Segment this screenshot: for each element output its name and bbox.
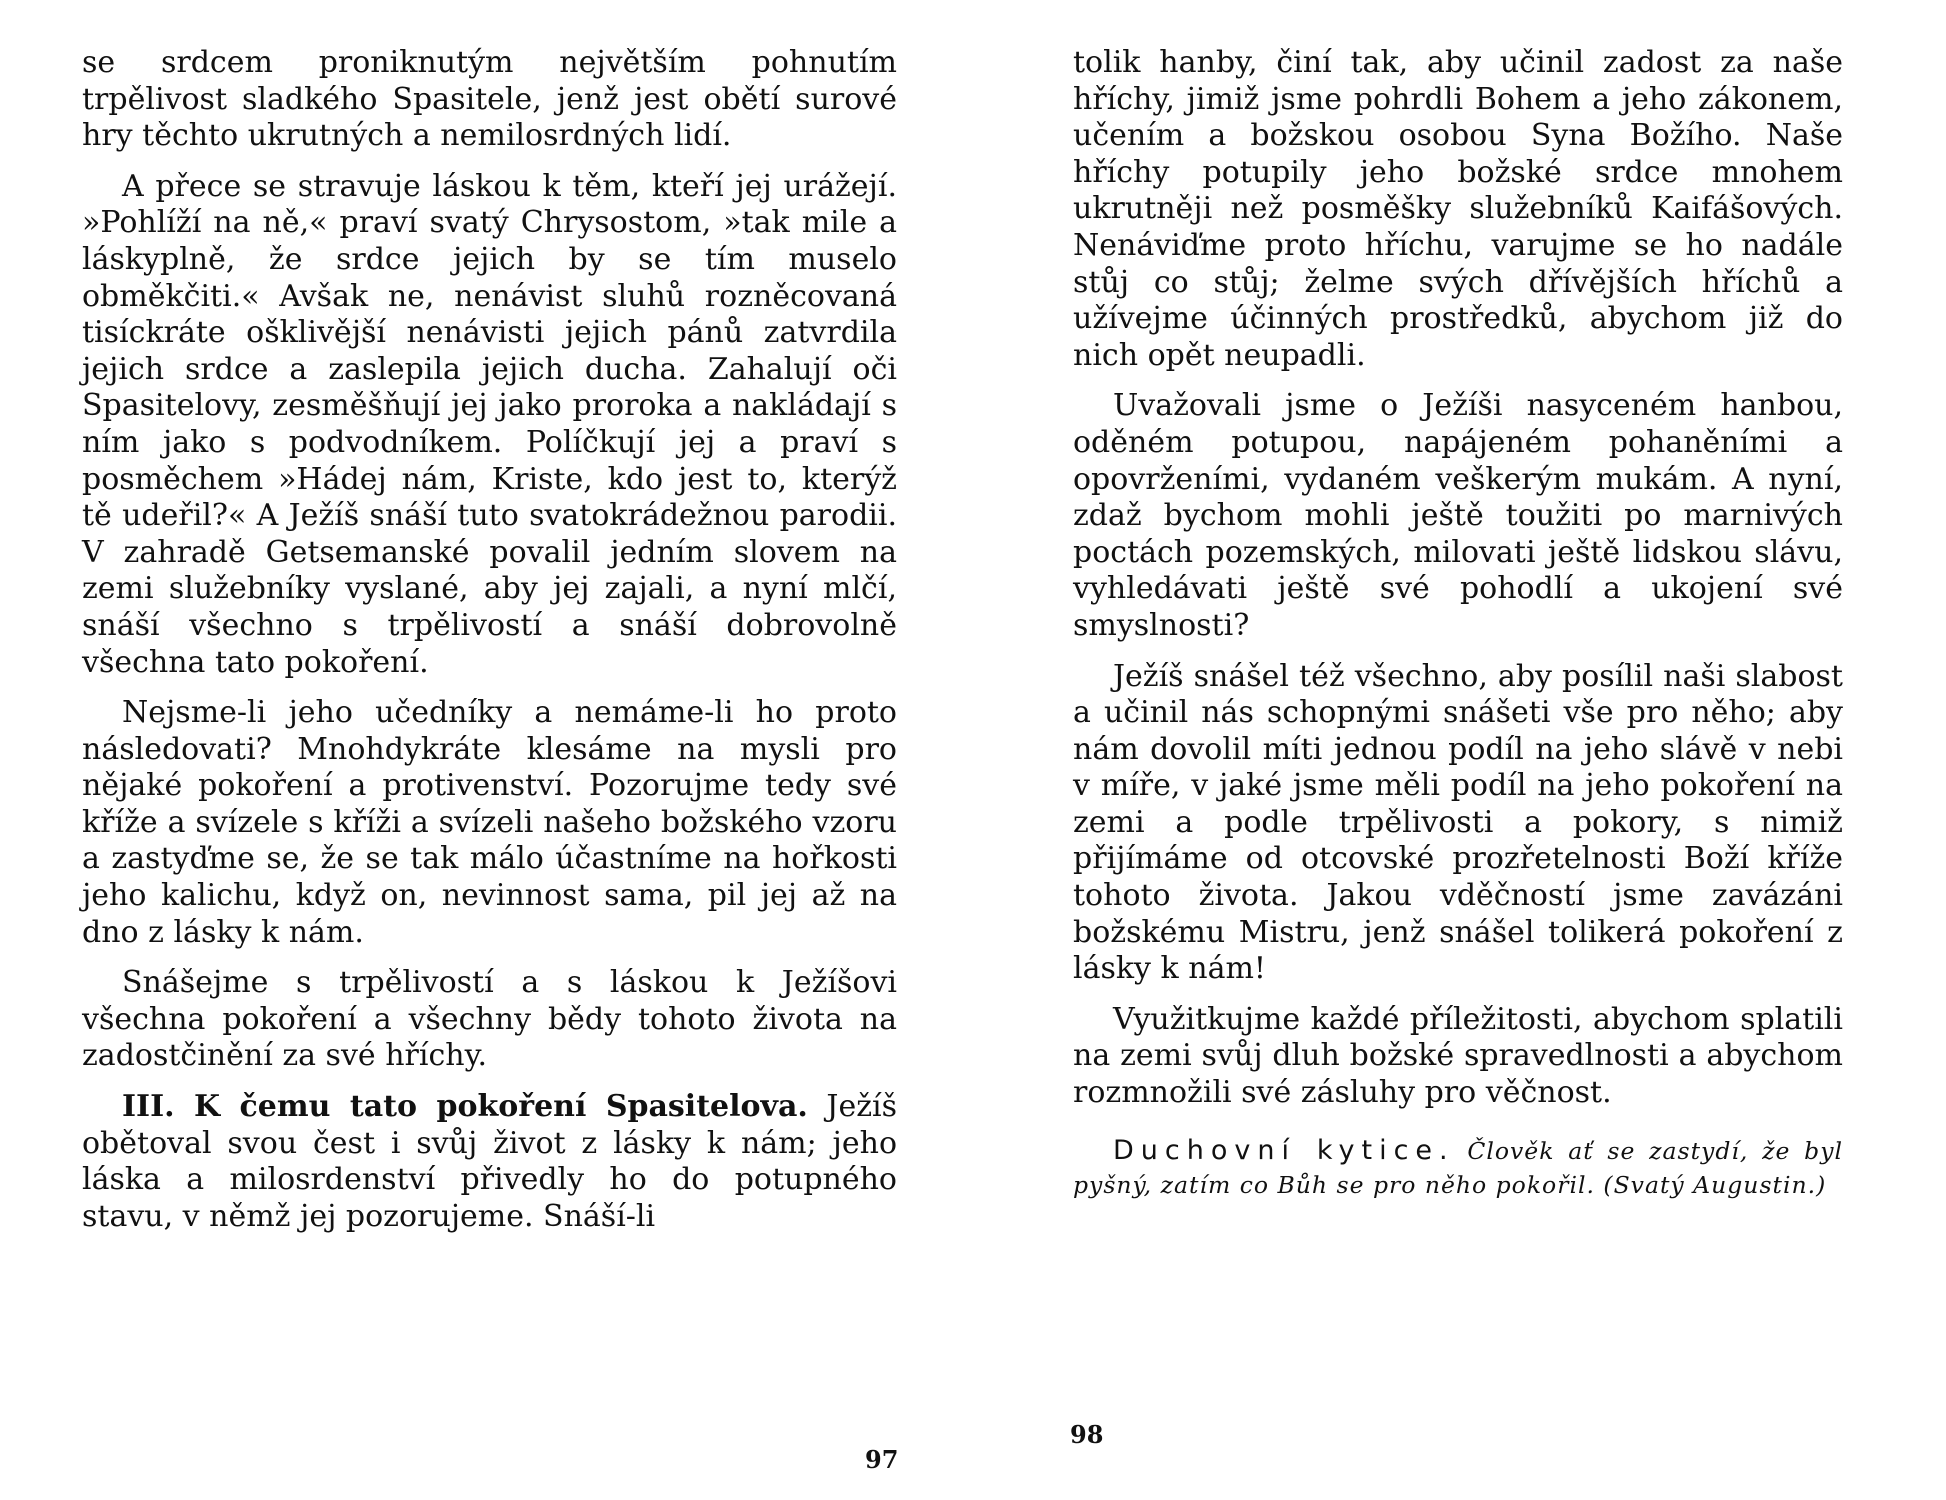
page-number: 98: [1070, 1420, 1104, 1449]
paragraph: Využitkujme každé příležitosti, abychom splatili na zemi svůj dluh božské spravedlnosti a abychom rozmnožili své zásluhy pro věčnost.: [1073, 1001, 1843, 1111]
paragraph-continuation: se srdcem proniknutým největším pohnutím trpělivost sladkého Spasitele, jenž jest obětí surové hry těchto ukrutných a nemilosrdných lidí.: [82, 45, 897, 154]
paragraph-continuation: tolik hanby, činí tak, aby učinil zadost za naše hříchy, jimiž jsme pohrdli Bohem a jeho zákonem, učením a božskou osobou Syna Božího. Naše hříchy potupily jeho božské srdce mnohem ukrutněji než posměšky služebníků Kaifášových. Nenáviďme proto hříchu, varujme se ho nadále stůj co stůj; želme svých dřívějších hříchů a užívejme účinných prostředků, abychom již do nich opět neupadli.: [1073, 45, 1843, 373]
section-text: Ježíš obětoval svou čest i svůj život z lásky k nám; jeho láska a milosrdenství přivedly ho do potupného stavu, v němž jej pozorujeme. Snáší-li: [82, 1089, 897, 1234]
paragraph: Snášejme s trpělivostí a s láskou k Ježíšovi všechna pokoření a všechny bědy tohoto života na zadostčinění za své hříchy.: [82, 965, 897, 1074]
page-number: 97: [865, 1445, 899, 1474]
paragraph: Uvažovali jsme o Ježíši nasyceném hanbou, oděném potupou, napájeném pohaněními a opovrženími, vydaném veškerým mukám. A nyní, zdaž bychom mohli ještě toužiti po marnivých poctách pozemských, milovati ještě lidskou slávu, vyhledávati ještě své pohodlí a ukojení své smyslnosti?: [1073, 388, 1843, 643]
left-page-text-column: [82, 45, 897, 1249]
section-heading: III. K čemu tato pokoření Spasitelova.: [122, 1089, 808, 1125]
paragraph: Ježíš snášel též všechno, aby posílil naši slabost a učinil nás schopnými snášeti vše pro něho; aby nám dovolil míti jednou podíl na jeho slávě v nebi v míře, v jaké jsme měli podíl na jeho pokoření na zemi a podle trpělivosti a pokory, s nimiž přijímáme od otcovské prozřetelnosti Boží kříže tohoto života. Jakou vděčností jsme zavázáni božskému Mistru, jenž snášel tolikerá pokoření z lásky k nám!: [1073, 658, 1843, 987]
section-paragraph: [82, 1089, 897, 1235]
right-page: [973, 0, 1946, 1500]
bouquet-text: Člověk ať se zastydí, že byl pyšný, zatím co Bůh se pro něho pokořil. (Svatý Augustin.): [1073, 1136, 1843, 1199]
paragraph: Nejsme-li jeho učedníky a nemáme-li ho proto následovati? Mnohdykráte klesáme na mysli pro nějaké pokoření a protivenství. Pozorujme tedy své kříže a svízele s kříži a svízeli našeho božského vzoru a zastyďme se, že se tak málo účastníme na hořkosti jeho kalichu, když on, nevinnost sama, pil jej až na dno z lásky k nám.: [82, 695, 897, 950]
spiritual-bouquet: [1073, 1134, 1843, 1202]
bouquet-label: Duchovní kytice.: [1113, 1134, 1455, 1166]
right-page-text-column: [1073, 45, 1843, 1225]
paragraph: A přece se stravuje láskou k těm, kteří jej urážejí. »Pohlíží na ně,« praví svatý Chrysostom, »tak mile a láskyplně, že srdce jejich by se tím muselo obměkčiti.« Avšak ne, nenávist sluhů rozněcovaná tisíckráte ošklivější nenávisti jejich pánů zatvrdila jejich srdce a zaslepila jejich ducha. Zahalují oči Spasitelovy, zesměšňují jej jako proroka a nakládají s ním jako s podvodníkem. Políčkují jej a praví s posměchem »Hádej nám, Kriste, kdo jest to, kterýž tě udeřil?« A Ježíš snáší tuto svatokrádežnou parodii. V zahradě Getsemanské povalil jedním slovem na zemi služebníky vyslané, aby jej zajali, a nyní mlčí, snáší všechno s trpělivostí a snáší dobrovolně všechna tato pokoření.: [82, 168, 897, 680]
